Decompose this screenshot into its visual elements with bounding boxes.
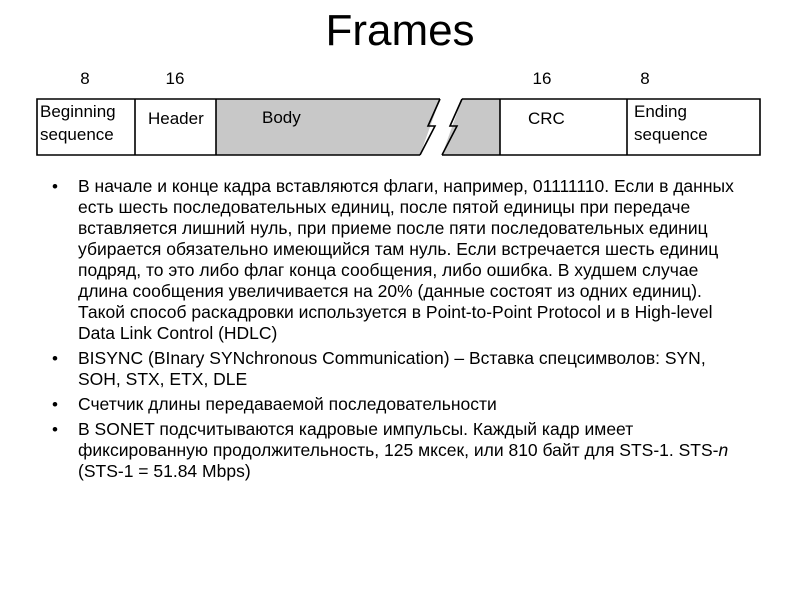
- bullet-item-sonet: [52, 419, 752, 482]
- bullet-text: Счетчик длины передаваемой последовательности: [78, 394, 497, 414]
- bullet-text: BISYNC (BInary SYNchronous Communication) – Вставка спецсимволов: SYN, SOH, STX, ETX, DLE: [78, 348, 706, 389]
- body-field-left: [216, 99, 440, 155]
- bit-size-crc: 16: [532, 69, 552, 88]
- bullet-item-flags: [52, 176, 752, 344]
- bit-size-ending: 8: [640, 69, 650, 88]
- bullet-text-start: В SONET подсчитываются кадровые импульсы. Каждый кадр имеет фиксированную продолжительность, 125 мксек, или 810 байт для STS-1. STS-: [78, 419, 719, 460]
- frame-diagram: [0, 0, 800, 170]
- field-body: Body: [262, 108, 301, 127]
- bit-size-header: 16: [165, 69, 185, 88]
- page-title: Frames: [325, 6, 475, 55]
- bullet-list: [52, 176, 752, 486]
- field-ending-line2: sequence: [634, 125, 708, 144]
- field-ending-line1: Ending: [634, 102, 687, 121]
- body-field-right: [442, 99, 500, 155]
- bullet-item-length-counter: [52, 394, 752, 415]
- bullet-text: В начале и конце кадра вставляются флаги, например, 01111110. Если в данных есть шесть последовательных единиц, после пятой единицы при передаче вставляется лишний нуль, при приеме после пяти последовательных единиц убирается обязательно имеющийся там нуль. Если встречается шесть единиц подряд, то это либо флаг конца сообщения, либо ошибка. В худшем случае длина сообщения увеличивается на 20% (данные состоят из одних единиц). Такой способ раскадровки используется в Point-to-Point Protocol и в High-level Data Link Control (HDLC): [78, 176, 734, 343]
- field-beginning-line2: sequence: [40, 125, 114, 144]
- field-beginning-line1: Beginning: [40, 102, 116, 121]
- bit-size-beginning: 8: [80, 69, 90, 88]
- bullet-text-italic: n: [718, 440, 729, 460]
- field-header: Header: [148, 109, 204, 128]
- field-crc: CRC: [528, 109, 565, 128]
- bullet-item-bisync: [52, 348, 752, 390]
- bullet-text-end: (STS-1 = 51.84 Mbps): [78, 461, 251, 481]
